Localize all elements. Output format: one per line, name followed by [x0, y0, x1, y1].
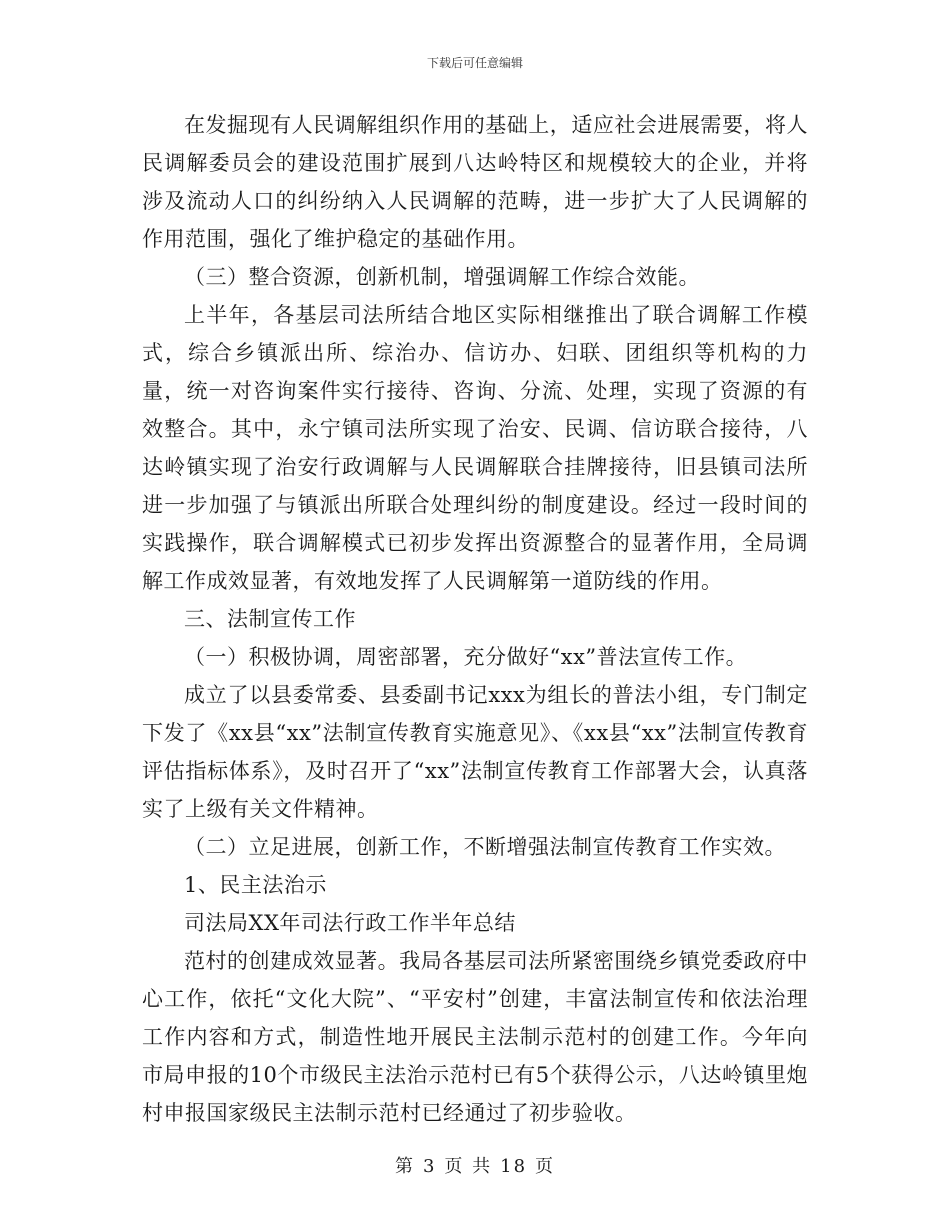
section-heading: （二）立足进展，创新工作，不断增强法制宣传教育工作实效。 [184, 835, 786, 859]
paragraph: 在发掘现有人民调解组织作用的基础上，适应社会进展需要，将人民调解委员会的建设范围扩展到八达岭特区和规模较大的企业，并将涉及流动人口的纠纷纳入人民调解的范畴，进一步扩大了人民调解的作用范围，强化了维护稳定的基础作用。 [142, 113, 808, 251]
document-title-line: 司法局XX年司法行政工作半年总结 [184, 911, 516, 935]
paragraph: 上半年，各基层司法所结合地区实际相继推出了联合调解工作模式，综合乡镇派出所、综治办、信访办、妇联、团组织等机构的力量，统一对咨询案件实行接待、咨询、分流、处理，实现了资源的有效整合。其中，永宁镇司法所实现了治安、民调、信访联合接待，八达岭镇实现了治安行政调解与人民调解联合挂牌接待，旧县镇司法所进一步加强了与镇派出所联合处理纠纷的制度建设。经过一段时间的实践操作，联合调解模式已初步发挥出资源整合的显著作用，全局调解工作成效显著，有效地发挥了人民调解第一道防线的作用。 [142, 303, 808, 593]
footer-middle: 页 共 [444, 1156, 493, 1177]
paragraph: 成立了以县委常委、县委副书记xxx为组长的普法小组，专门制定下发了《xx县“xx”法制宣传教育实施意见》、《xx县“xx”法制宣传教育评估指标体系》，及时召开了“xx”法制宣传教育工作部署大会，认真落实了上级有关文件精神。 [142, 683, 808, 821]
section-heading: 三、法制宣传工作 [184, 607, 356, 631]
footer-total-pages: 18 [500, 1156, 528, 1177]
document-body [142, 106, 808, 1132]
footer-current-page: 3 [422, 1156, 437, 1177]
footer-suffix: 页 [535, 1156, 556, 1177]
page-number-footer [0, 1152, 950, 1178]
paragraph: 范村的创建成效显著。我局各基层司法所紧密围绕乡镇党委政府中心工作，依托“文化大院”、“平安村”创建，丰富法制宣传和依法治理工作内容和方式，制造性地开展民主法制示范村的创建工作。今年向市局申报的10个市级民主法治示范村已有5个获得公示，八达岭镇里炮村申报国家级民主法制示范村已经通过了初步验收。 [142, 949, 808, 1125]
footer-prefix: 第 [394, 1156, 415, 1177]
section-heading: 1、民主法治示 [184, 873, 327, 897]
section-heading: （三）整合资源，创新机制，增强调解工作综合效能。 [184, 265, 700, 289]
header-note: 下载后可任意编辑 [426, 56, 523, 70]
section-heading: （一）积极协调，周密部署，充分做好“xx”普法宣传工作。 [184, 645, 748, 669]
